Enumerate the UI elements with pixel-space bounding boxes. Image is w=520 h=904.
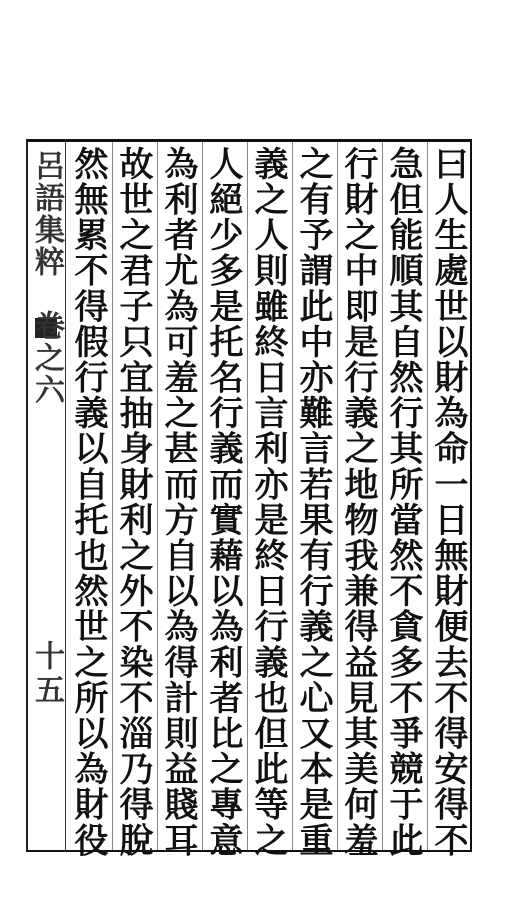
margin-page-number: 十五 — [29, 640, 64, 708]
text-column-2: 急但能順其自然行其所當然不貪多不爭競于此 — [383, 146, 423, 858]
text-column-6: 人絕少多是托名行義而實藉以為利者比之專意 — [203, 146, 243, 858]
text-column-8: 故世之君子只宜抽身財利之外不染不淄乃得脫 — [113, 146, 153, 858]
text-column-5: 義之人則雖終日言利亦是終日行義也但此等之 — [248, 146, 288, 858]
text-column-3: 行財之中即是行義之地物我兼得益見其美何羞 — [338, 146, 378, 858]
text-column-1: 曰人生處世以財為命一日無財便去不得安得不 — [428, 146, 468, 858]
text-column-9: 然無累不得假行義以自托也然世之所以為財役 — [68, 146, 108, 858]
margin-title: 呂語集粹 卷之六 — [29, 150, 64, 406]
text-column-4: 之有予謂此中亦難言若果有行義之心又本是重 — [293, 146, 333, 858]
text-column-7: 為利者尤為可羞之甚而方自以為得計則益賤耳 — [158, 146, 198, 858]
